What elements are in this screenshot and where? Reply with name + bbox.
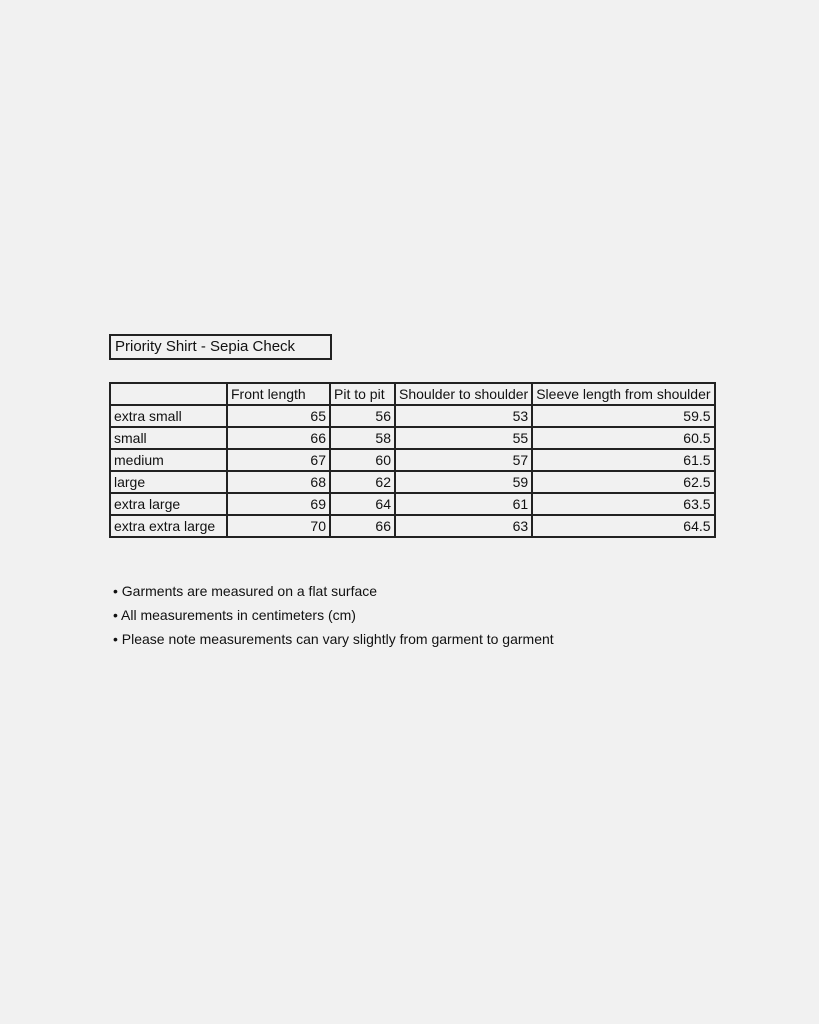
- table-row: [110, 427, 715, 449]
- table-row: [110, 405, 715, 427]
- note-item: • All measurements in centimeters (cm): [113, 607, 356, 623]
- size-label: extra extra large: [110, 515, 227, 537]
- column-header-pit-to-pit: Pit to pit: [330, 383, 395, 405]
- front-length-value: 67: [227, 449, 330, 471]
- note-item: • Please note measurements can vary slightly from garment to garment: [113, 631, 554, 647]
- column-header-front-length: Front length: [227, 383, 330, 405]
- measurement-notes: [113, 580, 554, 652]
- document-title: Priority Shirt - Sepia Check: [109, 334, 332, 360]
- pit-to-pit-value: 66: [330, 515, 395, 537]
- pit-to-pit-value: 64: [330, 493, 395, 515]
- front-length-value: 69: [227, 493, 330, 515]
- column-header-size: [110, 383, 227, 405]
- table-row: [110, 449, 715, 471]
- shoulder-value: 63: [395, 515, 532, 537]
- front-length-value: 65: [227, 405, 330, 427]
- shoulder-value: 55: [395, 427, 532, 449]
- pit-to-pit-value: 56: [330, 405, 395, 427]
- note-item: • Garments are measured on a flat surface: [113, 583, 378, 599]
- column-header-sleeve-length: Sleeve length from shoulder: [532, 383, 714, 405]
- pit-to-pit-value: 60: [330, 449, 395, 471]
- table-header-row: [110, 383, 715, 405]
- size-chart-table: [109, 382, 716, 538]
- pit-to-pit-value: 62: [330, 471, 395, 493]
- size-label: extra small: [110, 405, 227, 427]
- size-label: medium: [110, 449, 227, 471]
- sleeve-value: 61.5: [532, 449, 714, 471]
- shoulder-value: 61: [395, 493, 532, 515]
- column-header-shoulder-to-shoulder: Shoulder to shoulder: [395, 383, 532, 405]
- shoulder-value: 59: [395, 471, 532, 493]
- front-length-value: 66: [227, 427, 330, 449]
- shoulder-value: 53: [395, 405, 532, 427]
- sleeve-value: 62.5: [532, 471, 714, 493]
- pit-to-pit-value: 58: [330, 427, 395, 449]
- size-label: extra large: [110, 493, 227, 515]
- shoulder-value: 57: [395, 449, 532, 471]
- table-row: [110, 493, 715, 515]
- sleeve-value: 60.5: [532, 427, 714, 449]
- front-length-value: 70: [227, 515, 330, 537]
- sleeve-value: 59.5: [532, 405, 714, 427]
- table-row: [110, 515, 715, 537]
- size-label: small: [110, 427, 227, 449]
- table-row: [110, 471, 715, 493]
- front-length-value: 68: [227, 471, 330, 493]
- sleeve-value: 63.5: [532, 493, 714, 515]
- sleeve-value: 64.5: [532, 515, 714, 537]
- size-label: large: [110, 471, 227, 493]
